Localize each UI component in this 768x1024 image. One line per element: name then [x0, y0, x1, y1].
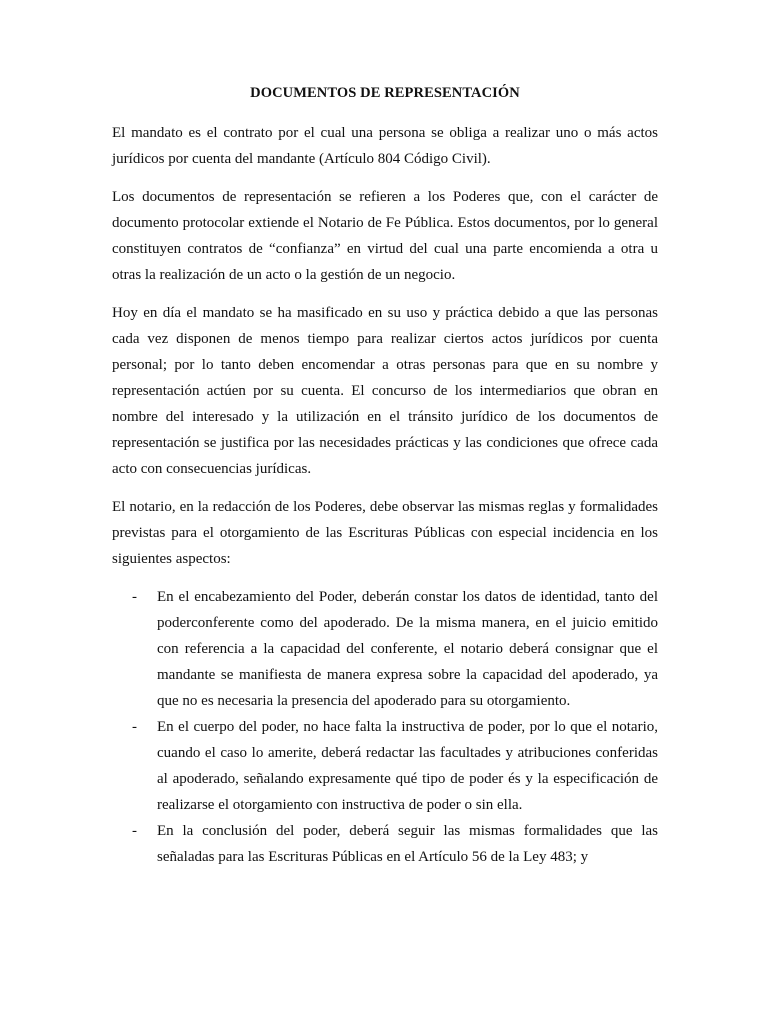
aspects-list: [112, 584, 658, 870]
list-item: [112, 714, 658, 818]
list-item-text-encabezamiento: En el encabezamiento del Poder, deberán constar los datos de identidad, tanto del poderconferente como del apoderado. De la misma manera, en el juicio emitido con referencia a la capacidad del conferente, el notario deberá consignar que el mandante se manifiesta de manera expresa sobre la capacidad del apoderado, ya que no es necesaria la presencia del apoderado para su otorgamiento.: [157, 589, 658, 709]
paragraph-mandato-definition: El mandato es el contrato por el cual una persona se obliga a realizar uno o más actos jurídicos por cuenta del mandante (Artículo 804 Código Civil).: [112, 125, 658, 167]
list-item: [112, 818, 658, 870]
document-page: [112, 80, 658, 870]
list-item-text-conclusion: En la conclusión del poder, deberá seguir las mismas formalidades que las señaladas para las Escrituras Públicas en el Artículo 56 de la Ley 483; y: [157, 823, 658, 865]
list-item-text-cuerpo: En el cuerpo del poder, no hace falta la instructiva de poder, por lo que el notario, cuando el caso lo amerite, deberá redactar las facultades y atribuciones conferidas al apoderado, señalando expresamente qué tipo de poder és y la especificación de realizarse el otorgamiento con instructiva de poder o sin ella.: [157, 719, 658, 813]
list-dash-marker: -: [132, 823, 137, 839]
paragraph-masificacion-mandato: Hoy en día el mandato se ha masificado en su uso y práctica debido a que las personas cada vez disponen de menos tiempo para realizar ciertos actos jurídicos por cuenta personal; por lo tanto deben encomendar a otras personas para que en su nombre y representación actúen por su cuenta. El concurso de los intermediarios que obran en nombre del interesado y la utilización en el tránsito jurídico de los documentos de representación se justifica por las necesidades prácticas y las condiciones que ofrece cada acto con consecuencias jurídicas.: [112, 305, 658, 477]
document-title: DOCUMENTOS DE REPRESENTACIÓN: [250, 85, 520, 101]
list-dash-marker: -: [132, 719, 137, 735]
paragraph-documentos-representacion: Los documentos de representación se refieren a los Poderes que, con el carácter de documento protocolar extiende el Notario de Fe Pública. Estos documentos, por lo general constituyen contratos de “confianza” en virtud del cual una parte encomienda a otra u otras la realización de un acto o la gestión de un negocio.: [112, 189, 658, 283]
list-dash-marker: -: [132, 589, 137, 605]
list-item: [112, 584, 658, 714]
paragraph-notario-redaccion: El notario, en la redacción de los Poderes, debe observar las mismas reglas y formalidades previstas para el otorgamiento de las Escrituras Públicas con especial incidencia en los siguientes aspectos:: [112, 499, 658, 567]
